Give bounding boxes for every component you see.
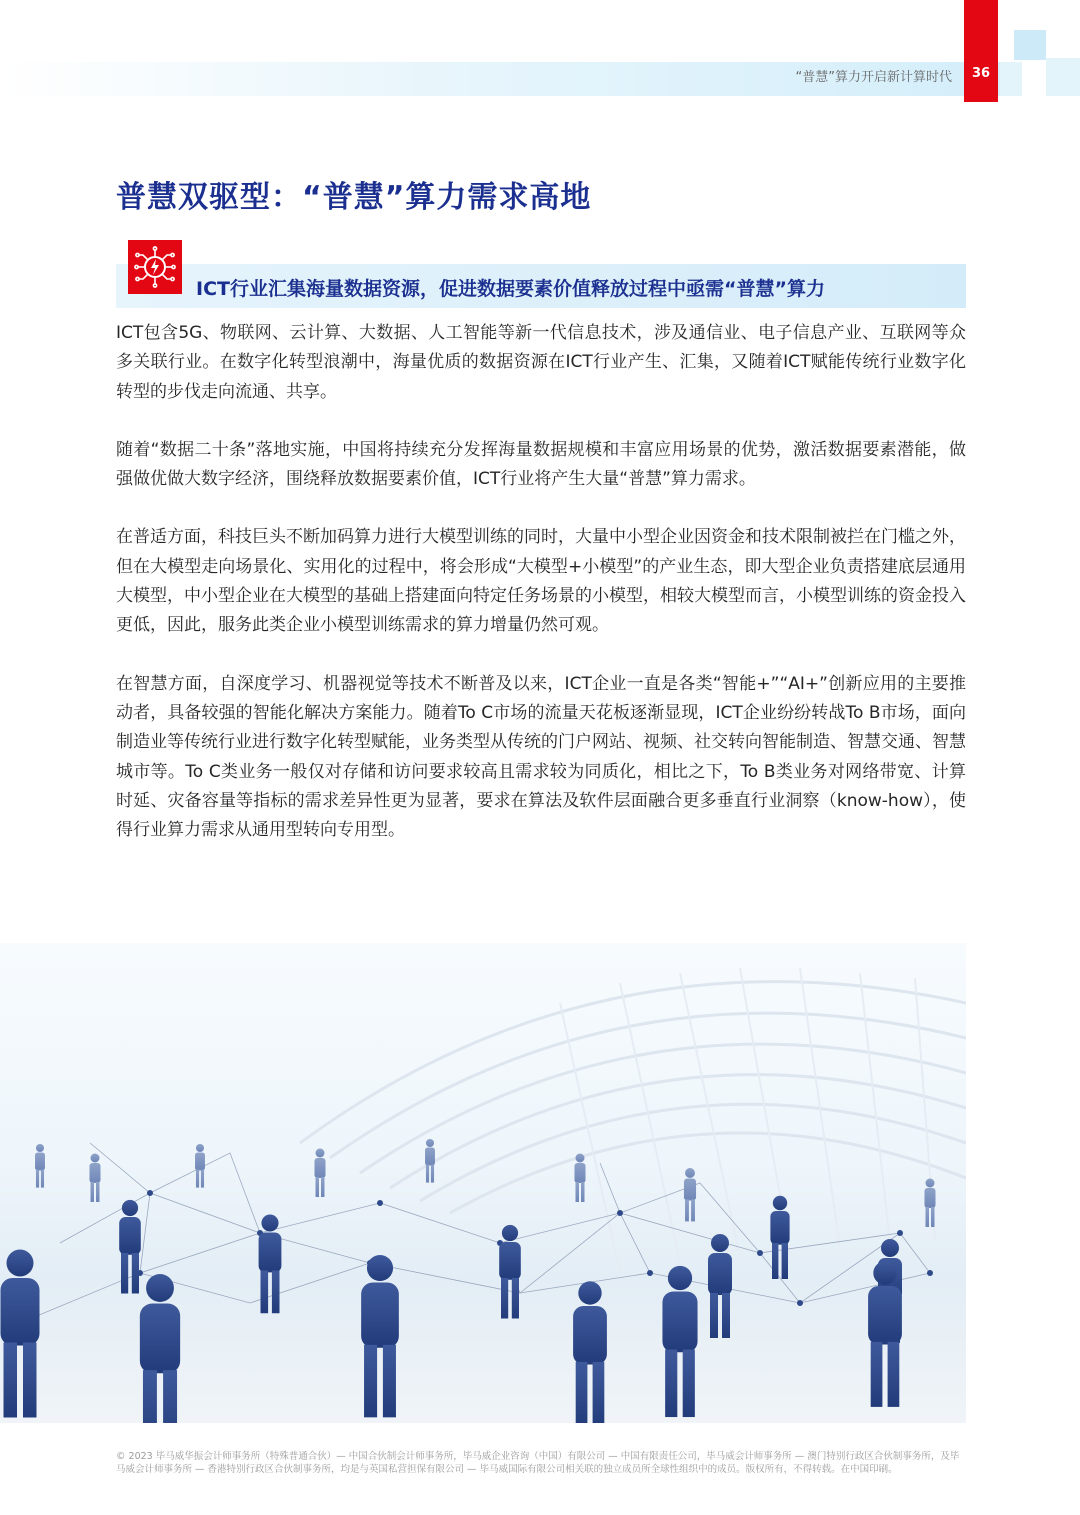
body-text bbox=[116, 319, 966, 874]
paragraph: ICT包含5G、物联网、云计算、大数据、人工智能等新一代信息技术，涉及通信业、电子信息产业、互联网等众多关联行业。在数字化转型浪潮中，海量优质的数据资源在ICT行业产生、汇集，又随着ICT赋能传统行业数字化转型的步伐走向流通、共享。 bbox=[116, 323, 966, 402]
section-subtitle: ICT行业汇集海量数据资源，促进数据要素价值释放过程中亟需“普慧”算力 bbox=[196, 278, 825, 300]
header-decoration bbox=[1000, 62, 1022, 96]
page-number: 36 bbox=[971, 66, 991, 81]
copyright-footer: © 2023 毕马威华振会计师事务所（特殊普通合伙）— 中国合伙制会计师事务所，毕马威企业咨询（中国）有限公司 — 中国有限责任公司，毕马威会计师事务所 — 澳门特别行政区合伙制事务所，及毕马威会计师事务所 — 香港特别行政区合伙制事务所，均是与英国私营担保有限公司 — 毕马威国际有限公司相关联的独立成员所全球性组织中的成员。版权所有，不得转载。在中国印刷。 bbox=[116, 1451, 960, 1475]
page-number-tab bbox=[964, 0, 998, 102]
paragraph: 随着“数据二十条”落地实施，中国将持续充分发挥海量数据规模和丰富应用场景的优势，激活数据要素潜能，做强做优做大数字经济，围绕释放数据要素价值，ICT行业将产生大量“普慧”算力需求。 bbox=[116, 439, 966, 490]
header-decoration bbox=[1014, 30, 1046, 60]
paragraph: 在智慧方面，自深度学习、机器视觉等技术不断普及以来，ICT企业一直是各类“智能+”“AI+”创新应用的主要推动者，具备较强的智能化解决方案能力。随着To C市场的流量天花板逐渐显现，ICT企业纷纷转战To B市场，面向制造业等传统行业进行数字化转型赋能，业务类型从传统的门户网站、视频、社交转向智能制造、智慧交通、智慧城市等。To C类业务一般仅对存储和访问要求较高且需求较为同质化，相比之下，To B类业务对网络带宽、计算时延、灾备容量等指标的需求差异性更为显著，要求在算法及软件层面融合更多垂直行业洞察（know-how），使得行业算力需求从通用型转向专用型。 bbox=[116, 673, 966, 841]
circuit-lightning-icon bbox=[128, 240, 182, 294]
page-title: 普慧双驱型：“普慧”算力需求高地 bbox=[116, 180, 592, 215]
header-decoration bbox=[1046, 58, 1080, 96]
people-network-photo bbox=[0, 943, 966, 1423]
paragraph: 在普适方面，科技巨头不断加码算力进行大模型训练的同时，大量中小型企业因资金和技术限制被拦在门槛之外，但在大模型走向场景化、实用化的过程中，将会形成“大模型+小模型”的产业生态，即大型企业负责搭建底层通用大模型，中小型企业在大模型的基础上搭建面向特定任务场景的小模型，相较大模型而言，小模型训练的资金投入更低，因此，服务此类企业小模型训练需求的算力增量仍然可观。 bbox=[116, 527, 966, 636]
running-title: “普慧”算力开启新计算时代 bbox=[795, 70, 952, 85]
